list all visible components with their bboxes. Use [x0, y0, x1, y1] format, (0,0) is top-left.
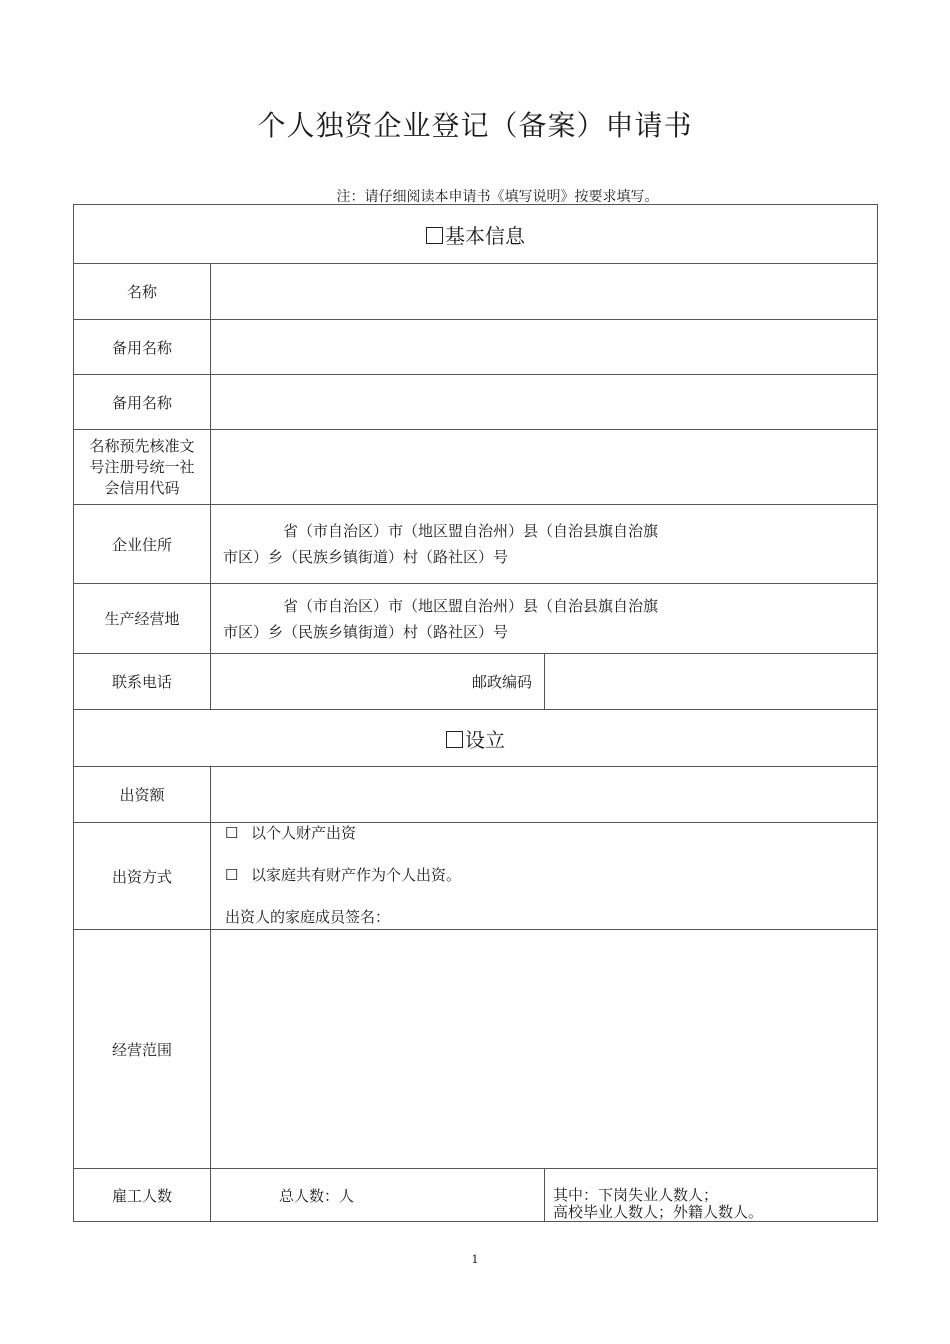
page-number: 1 [471, 1253, 479, 1266]
employees-label: 雇工人数 [74, 1169, 211, 1222]
phone-label: 联系电话 [74, 654, 211, 710]
capital-field[interactable] [211, 767, 878, 823]
checkbox-icon[interactable]: ☐ [225, 824, 239, 842]
alt-name-2-field[interactable] [211, 375, 878, 430]
alt-name-1-label: 备用名称 [74, 320, 211, 375]
option-personal[interactable]: ☐ 以个人财产出资 [225, 824, 357, 842]
family-signature-label: 出资人的家庭成员签名： [225, 908, 391, 926]
section-establish: 设立 [74, 710, 878, 767]
phone-field[interactable] [211, 654, 545, 710]
name-label: 名称 [74, 264, 211, 320]
section-basic-info: 基本信息 [74, 205, 878, 264]
employees-total[interactable]: 总人数：人 [211, 1169, 545, 1222]
page-title: 个人独资企业登记（备案）申请书 [257, 109, 693, 142]
credit-code-field[interactable] [211, 430, 878, 505]
name-field[interactable] [211, 264, 878, 320]
alt-name-1-field[interactable] [211, 320, 878, 375]
capital-method-field [211, 823, 878, 930]
business-scope-label: 经营范围 [74, 930, 211, 1169]
checkbox-icon[interactable]: ☐ [225, 866, 239, 884]
production-label: 生产经营地 [74, 584, 211, 654]
application-form [73, 204, 878, 1222]
option-family[interactable]: ☐ 以家庭共有财产作为个人出资。 [225, 866, 462, 884]
production-field[interactable]: 省（市自治区）市（地区盟自治州）县（自治县旗自治旗 市区）乡（民族乡镇街道）村（路社区）号 [211, 584, 878, 654]
capital-label: 出资额 [74, 767, 211, 823]
section-checkbox-icon[interactable] [426, 227, 443, 244]
capital-method-label: 出资方式 [74, 823, 211, 930]
residence-field[interactable]: 省（市自治区）市（地区盟自治州）县（自治县旗自治旗 市区）乡（民族乡镇街道）村（路社区）号 [211, 505, 878, 584]
postal-label: 邮政编码 [471, 673, 532, 691]
credit-code-label: 名称预先核准文 号注册号统一社 会信用代码 [74, 430, 211, 505]
section-checkbox-icon[interactable] [446, 731, 463, 748]
alt-name-2-label: 备用名称 [74, 375, 211, 430]
instruction-note: 注：请仔细阅读本申请书《填写说明》按要求填写。 [336, 189, 659, 205]
business-scope-field[interactable] [211, 930, 878, 1169]
employees-detail[interactable]: 其中：下岗失业人数人； 高校毕业人数人；外籍人数人。 [545, 1169, 878, 1222]
postal-field[interactable] [545, 654, 878, 710]
residence-label: 企业住所 [74, 505, 211, 584]
